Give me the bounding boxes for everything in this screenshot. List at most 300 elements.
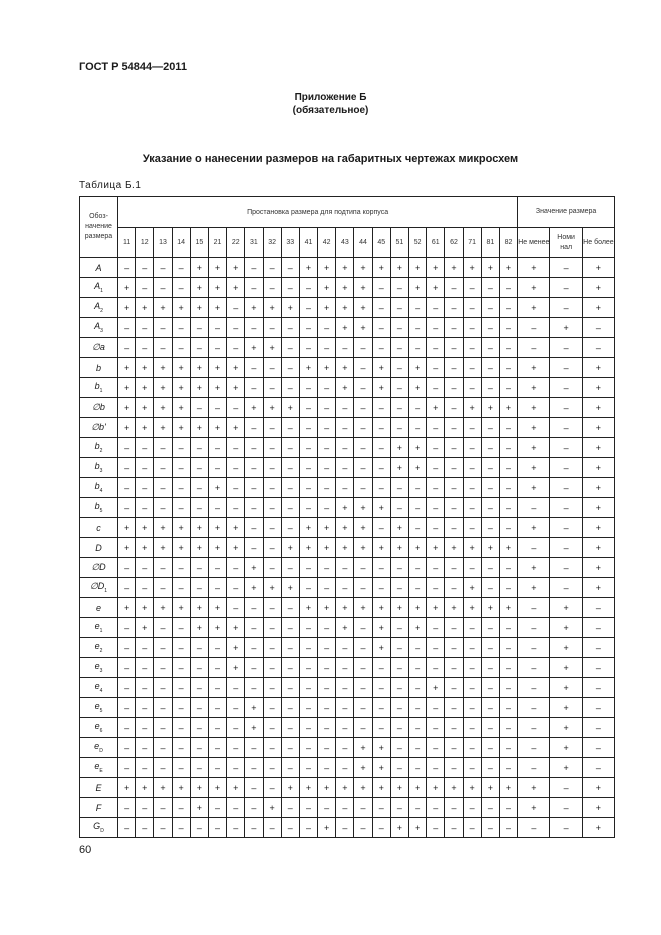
subtype-cell: – <box>136 758 154 778</box>
subtype-cell: – <box>190 818 208 838</box>
subtype-cell: – <box>463 618 481 638</box>
dimension-symbol: E <box>80 778 118 798</box>
dimension-symbol: $e_D$ <box>80 738 118 758</box>
subtype-cell: – <box>390 378 408 398</box>
subtype-cell: – <box>190 338 208 358</box>
subtype-cell: + <box>299 258 317 278</box>
subtype-cell: – <box>499 378 517 398</box>
value-cell: – <box>518 758 550 778</box>
subtype-cell: – <box>281 338 299 358</box>
subtype-cell: – <box>136 798 154 818</box>
value-cell: – <box>582 638 614 658</box>
subtype-cell: – <box>172 658 190 678</box>
subtype-cell: + <box>172 538 190 558</box>
header-subtype: 11 <box>118 228 136 258</box>
value-cell: + <box>518 298 550 318</box>
subtype-cell: + <box>118 518 136 538</box>
subtype-cell: – <box>299 458 317 478</box>
subtype-cell: + <box>154 538 172 558</box>
subtype-cell: – <box>427 818 445 838</box>
subtype-cell: – <box>245 738 263 758</box>
subtype-cell: – <box>481 338 499 358</box>
subtype-cell: – <box>336 638 354 658</box>
value-cell: – <box>518 738 550 758</box>
subtype-cell: – <box>154 658 172 678</box>
subtype-cell: – <box>463 358 481 378</box>
subtype-cell: – <box>245 378 263 398</box>
subtype-cell: – <box>481 738 499 758</box>
subtype-cell: – <box>281 438 299 458</box>
subtype-cell: + <box>354 318 372 338</box>
subtype-cell: – <box>281 518 299 538</box>
subtype-cell: – <box>263 698 281 718</box>
subtype-cell: – <box>299 498 317 518</box>
subtype-cell: – <box>227 738 245 758</box>
subtype-cell: + <box>427 598 445 618</box>
subtype-cell: – <box>499 338 517 358</box>
subtype-cell: + <box>154 518 172 538</box>
subtype-cell: – <box>208 398 226 418</box>
subtype-cell: – <box>354 798 372 818</box>
subtype-cell: – <box>263 318 281 338</box>
subtype-cell: – <box>136 578 154 598</box>
subtype-cell: + <box>172 378 190 398</box>
subtype-cell: – <box>427 458 445 478</box>
subtype-cell: – <box>336 678 354 698</box>
subtype-cell: – <box>481 318 499 338</box>
subtype-cell: – <box>190 478 208 498</box>
subtype-cell: – <box>354 678 372 698</box>
subtype-cell: – <box>154 438 172 458</box>
subtype-cell: + <box>390 518 408 538</box>
subtype-cell: + <box>390 258 408 278</box>
subtype-cell: + <box>499 598 517 618</box>
subtype-cell: – <box>172 498 190 518</box>
subtype-cell: – <box>281 498 299 518</box>
value-cell: – <box>550 378 582 398</box>
value-cell: + <box>582 498 614 518</box>
subtype-cell: – <box>281 378 299 398</box>
subtype-cell: – <box>481 618 499 638</box>
subtype-cell: + <box>172 398 190 418</box>
subtype-cell: – <box>299 398 317 418</box>
subtype-cell: + <box>208 778 226 798</box>
value-cell: + <box>582 458 614 478</box>
subtype-cell: + <box>208 518 226 538</box>
table-body <box>80 258 615 838</box>
subtype-cell: – <box>263 738 281 758</box>
table-row <box>80 718 615 738</box>
subtype-cell: – <box>427 478 445 498</box>
subtype-cell: – <box>409 698 427 718</box>
subtype-cell: – <box>499 638 517 658</box>
table-row <box>80 738 615 758</box>
subtype-cell: – <box>427 498 445 518</box>
subtype-cell: + <box>372 638 390 658</box>
subtype-cell: – <box>136 478 154 498</box>
subtype-cell: – <box>336 418 354 438</box>
dimension-symbol: $b_2$ <box>80 438 118 458</box>
subtype-cell: – <box>372 798 390 818</box>
subtype-cell: + <box>481 258 499 278</box>
value-cell: + <box>550 658 582 678</box>
dimension-symbol: F <box>80 798 118 818</box>
subtype-cell: – <box>172 338 190 358</box>
subtype-cell: – <box>427 738 445 758</box>
subtype-cell: + <box>245 338 263 358</box>
subtype-cell: – <box>409 518 427 538</box>
table-row <box>80 618 615 638</box>
subtype-cell: – <box>499 758 517 778</box>
subtype-cell: – <box>281 278 299 298</box>
subtype-cell: – <box>318 418 336 438</box>
subtype-cell: – <box>427 338 445 358</box>
subtype-cell: – <box>390 498 408 518</box>
subtype-cell: – <box>227 458 245 478</box>
header-subtype-group: Простановка размера для подтипа корпуса <box>118 197 518 228</box>
subtype-cell: – <box>499 518 517 538</box>
subtype-cell: – <box>499 298 517 318</box>
subtype-cell: – <box>299 658 317 678</box>
subtype-cell: + <box>281 578 299 598</box>
subtype-cell: – <box>245 278 263 298</box>
subtype-cell: – <box>154 318 172 338</box>
subtype-cell: – <box>372 558 390 578</box>
value-cell: – <box>582 718 614 738</box>
subtype-cell: – <box>154 618 172 638</box>
dimension-table <box>79 196 615 838</box>
subtype-cell: – <box>172 278 190 298</box>
subtype-cell: – <box>336 458 354 478</box>
subtype-cell: – <box>481 758 499 778</box>
subtype-cell: – <box>354 558 372 578</box>
table-row <box>80 758 615 778</box>
subtype-cell: – <box>390 478 408 498</box>
subtype-cell: + <box>336 278 354 298</box>
subtype-cell: – <box>445 518 463 538</box>
subtype-cell: – <box>245 318 263 338</box>
value-cell: + <box>518 418 550 438</box>
value-cell: + <box>582 478 614 498</box>
header-subtype: 51 <box>390 228 408 258</box>
header-subtype: 44 <box>354 228 372 258</box>
subtype-cell: – <box>299 438 317 458</box>
subtype-cell: – <box>299 618 317 638</box>
subtype-cell: – <box>390 738 408 758</box>
subtype-cell: – <box>263 718 281 738</box>
header-subtype: 45 <box>372 228 390 258</box>
subtype-cell: – <box>390 798 408 818</box>
subtype-cell: + <box>245 578 263 598</box>
table-row <box>80 658 615 678</box>
subtype-cell: + <box>172 298 190 318</box>
subtype-cell: – <box>136 678 154 698</box>
subtype-cell: – <box>390 398 408 418</box>
subtype-cell: – <box>136 718 154 738</box>
subtype-cell: – <box>190 698 208 718</box>
subtype-cell: – <box>409 738 427 758</box>
value-cell: – <box>518 538 550 558</box>
subtype-cell: – <box>372 658 390 678</box>
subtype-cell: + <box>136 538 154 558</box>
subtype-cell: – <box>409 678 427 698</box>
header-value-column: Номи нал <box>550 228 582 258</box>
subtype-cell: – <box>281 478 299 498</box>
subtype-cell: + <box>299 358 317 378</box>
subtype-cell: + <box>318 358 336 378</box>
subtype-cell: – <box>445 478 463 498</box>
subtype-cell: + <box>409 598 427 618</box>
dimension-symbol: $e_1$ <box>80 618 118 638</box>
subtype-cell: – <box>372 578 390 598</box>
subtype-cell: – <box>499 478 517 498</box>
subtype-cell: + <box>263 398 281 418</box>
subtype-cell: – <box>299 798 317 818</box>
subtype-cell: + <box>463 538 481 558</box>
table-row <box>80 378 615 398</box>
appendix-heading: Указание о нанесении размеров на габаритных чертежах микросхем <box>142 153 519 165</box>
header-subtype: 52 <box>409 228 427 258</box>
subtype-cell: – <box>445 658 463 678</box>
subtype-cell: – <box>263 498 281 518</box>
subtype-cell: – <box>336 718 354 738</box>
dimension-symbol: b <box>80 358 118 378</box>
subtype-cell: + <box>390 598 408 618</box>
subtype-cell: – <box>208 558 226 578</box>
subtype-cell: + <box>154 298 172 318</box>
subtype-cell: – <box>409 798 427 818</box>
subtype-cell: – <box>136 818 154 838</box>
subtype-cell: – <box>154 738 172 758</box>
subtype-cell: – <box>499 618 517 638</box>
subtype-cell: – <box>427 298 445 318</box>
subtype-cell: – <box>281 738 299 758</box>
subtype-cell: – <box>372 318 390 338</box>
subtype-cell: – <box>136 318 154 338</box>
subtype-cell: – <box>208 678 226 698</box>
subtype-cell: – <box>190 638 208 658</box>
subtype-cell: – <box>427 718 445 738</box>
subtype-cell: – <box>299 698 317 718</box>
value-cell: – <box>518 698 550 718</box>
subtype-cell: – <box>154 798 172 818</box>
subtype-cell: – <box>172 818 190 838</box>
header-subtype: 12 <box>136 228 154 258</box>
subtype-cell: – <box>281 678 299 698</box>
dimension-symbol: $\emptyset D_1$ <box>80 578 118 598</box>
subtype-cell: + <box>154 378 172 398</box>
subtype-cell: + <box>263 798 281 818</box>
subtype-cell: + <box>318 538 336 558</box>
subtype-cell: – <box>227 398 245 418</box>
subtype-cell: + <box>318 818 336 838</box>
table-row <box>80 678 615 698</box>
subtype-cell: + <box>118 278 136 298</box>
subtype-cell: – <box>154 678 172 698</box>
subtype-cell: + <box>245 718 263 738</box>
subtype-cell: – <box>208 818 226 838</box>
subtype-cell: – <box>154 758 172 778</box>
value-cell: – <box>550 478 582 498</box>
subtype-cell: – <box>118 638 136 658</box>
subtype-cell: – <box>318 678 336 698</box>
subtype-cell: – <box>427 438 445 458</box>
value-cell: + <box>582 378 614 398</box>
subtype-cell: – <box>445 358 463 378</box>
subtype-cell: + <box>354 278 372 298</box>
value-cell: – <box>582 338 614 358</box>
dimension-symbol: $e_4$ <box>80 678 118 698</box>
subtype-cell: – <box>154 498 172 518</box>
value-cell: – <box>518 498 550 518</box>
subtype-cell: – <box>336 798 354 818</box>
subtype-cell: + <box>190 278 208 298</box>
subtype-cell: – <box>263 478 281 498</box>
subtype-cell: – <box>299 418 317 438</box>
subtype-cell: – <box>118 618 136 638</box>
subtype-cell: – <box>463 278 481 298</box>
subtype-cell: – <box>427 318 445 338</box>
subtype-cell: – <box>208 438 226 458</box>
value-cell: + <box>582 798 614 818</box>
dimension-symbol: $G_D$ <box>80 818 118 838</box>
subtype-cell: + <box>354 598 372 618</box>
subtype-cell: + <box>136 518 154 538</box>
subtype-cell: + <box>427 278 445 298</box>
subtype-cell: – <box>445 438 463 458</box>
subtype-cell: + <box>208 258 226 278</box>
subtype-cell: – <box>172 678 190 698</box>
subtype-cell: – <box>190 498 208 518</box>
header-subtype: 71 <box>463 228 481 258</box>
value-cell: – <box>518 678 550 698</box>
subtype-cell: – <box>208 698 226 718</box>
appendix-title: Приложение Б <box>294 92 367 103</box>
subtype-cell: + <box>172 418 190 438</box>
subtype-cell: – <box>463 698 481 718</box>
subtype-cell: + <box>118 778 136 798</box>
value-cell: – <box>550 338 582 358</box>
subtype-cell: – <box>281 258 299 278</box>
subtype-cell: – <box>245 778 263 798</box>
subtype-cell: – <box>499 818 517 838</box>
subtype-cell: + <box>208 418 226 438</box>
subtype-cell: + <box>499 398 517 418</box>
subtype-cell: + <box>245 698 263 718</box>
subtype-cell: + <box>190 598 208 618</box>
subtype-cell: + <box>227 258 245 278</box>
subtype-cell: + <box>336 318 354 338</box>
subtype-cell: – <box>481 718 499 738</box>
subtype-cell: + <box>336 778 354 798</box>
subtype-cell: – <box>245 358 263 378</box>
subtype-cell: – <box>336 478 354 498</box>
subtype-cell: + <box>154 398 172 418</box>
subtype-cell: – <box>318 618 336 638</box>
subtype-cell: + <box>409 278 427 298</box>
subtype-cell: – <box>390 318 408 338</box>
subtype-cell: – <box>463 318 481 338</box>
dimension-symbol: $A_3$ <box>80 318 118 338</box>
subtype-cell: + <box>336 378 354 398</box>
subtype-cell: + <box>318 598 336 618</box>
subtype-cell: – <box>227 438 245 458</box>
value-cell: + <box>582 518 614 538</box>
subtype-cell: – <box>172 698 190 718</box>
subtype-cell: – <box>499 698 517 718</box>
subtype-cell: + <box>245 398 263 418</box>
value-cell: + <box>518 798 550 818</box>
subtype-cell: + <box>190 358 208 378</box>
subtype-cell: + <box>427 538 445 558</box>
subtype-cell: – <box>154 638 172 658</box>
subtype-cell: – <box>263 438 281 458</box>
subtype-cell: – <box>318 498 336 518</box>
subtype-cell: – <box>372 718 390 738</box>
subtype-cell: – <box>427 698 445 718</box>
subtype-cell: – <box>481 478 499 498</box>
subtype-cell: – <box>372 438 390 458</box>
subtype-cell: – <box>118 718 136 738</box>
subtype-cell: – <box>318 578 336 598</box>
subtype-cell: – <box>154 578 172 598</box>
subtype-cell: – <box>481 518 499 538</box>
subtype-cell: + <box>445 538 463 558</box>
subtype-cell: – <box>354 638 372 658</box>
subtype-cell: – <box>208 498 226 518</box>
subtype-cell: + <box>390 538 408 558</box>
subtype-cell: – <box>299 478 317 498</box>
subtype-cell: – <box>372 298 390 318</box>
subtype-cell: – <box>118 318 136 338</box>
subtype-cell: – <box>372 678 390 698</box>
subtype-cell: – <box>445 638 463 658</box>
value-cell: – <box>550 358 582 378</box>
subtype-cell: + <box>190 618 208 638</box>
subtype-cell: + <box>336 518 354 538</box>
table-row <box>80 318 615 338</box>
value-cell: – <box>550 558 582 578</box>
subtype-cell: – <box>136 338 154 358</box>
subtype-cell: – <box>354 398 372 418</box>
subtype-cell: + <box>409 618 427 638</box>
appendix-status: (обязательное) <box>292 105 369 116</box>
value-cell: – <box>550 418 582 438</box>
dimension-symbol: $A_1$ <box>80 278 118 298</box>
value-cell: – <box>550 538 582 558</box>
subtype-cell: – <box>118 478 136 498</box>
value-cell: + <box>518 378 550 398</box>
value-cell: + <box>550 618 582 638</box>
subtype-cell: + <box>208 478 226 498</box>
subtype-cell: – <box>281 318 299 338</box>
subtype-cell: – <box>299 818 317 838</box>
subtype-cell: – <box>281 418 299 438</box>
subtype-cell: – <box>390 758 408 778</box>
table-row <box>80 258 615 278</box>
header-subtype: 31 <box>245 228 263 258</box>
subtype-cell: – <box>172 738 190 758</box>
subtype-cell: – <box>172 638 190 658</box>
subtype-cell: – <box>245 798 263 818</box>
subtype-cell: – <box>336 818 354 838</box>
subtype-cell: – <box>427 378 445 398</box>
subtype-cell: – <box>154 338 172 358</box>
value-cell: + <box>550 758 582 778</box>
subtype-cell: + <box>281 298 299 318</box>
subtype-cell: – <box>227 678 245 698</box>
subtype-cell: – <box>409 578 427 598</box>
